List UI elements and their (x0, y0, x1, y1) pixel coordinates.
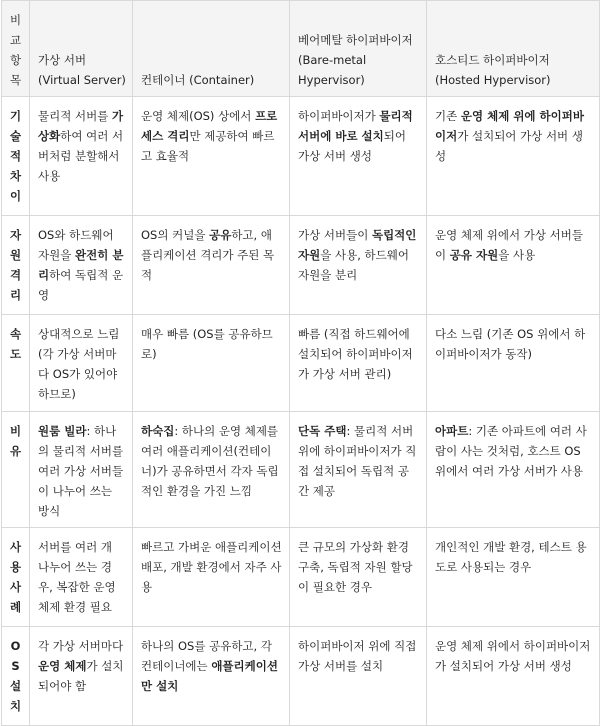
header-corner (2, 1, 30, 97)
cell-text: : 기존 아파트에 여러 사람이 사는 것처럼, 호스트 OS 위에서 여러 가상 서버가 사용 (435, 424, 587, 478)
cell-hosted (427, 412, 600, 528)
cell-text: 하이퍼바이저가 (298, 109, 380, 123)
cell-hosted (427, 528, 600, 627)
cell-emphasis-text: 공유 자원 (449, 248, 499, 262)
row-header-label: 기술적차이 (9, 109, 22, 203)
row-header-label: 자원격리 (9, 228, 22, 302)
row-header-label: 비유 (9, 424, 22, 458)
cell-text: 매우 빠름 (OS를 공유하므로) (141, 327, 273, 361)
cell-text: 하나의 OS를 공유하고, 각 컨테이너에는 (141, 639, 272, 673)
header-container (133, 1, 290, 97)
cell-bare-metal (290, 528, 427, 627)
cell-text: 되어 가상 서버 생성 (298, 129, 406, 163)
cell-emphasis-text: 가상화 (38, 109, 124, 143)
row-header-label: 속도 (9, 327, 22, 361)
cell-container (133, 528, 290, 627)
cell-text: 하고, 애플리케이션 격리가 주된 목적 (141, 228, 275, 282)
cell-text: : 하나의 운영 체제를 여러 애플리케이션(컨테이너)가 공유하면서 각자 독립적인 환경을 가진 느낌 (141, 424, 279, 498)
cell-text: 운영 체제 위에서 하이퍼바이저가 설치되어 가상 서버 생성 (435, 639, 591, 673)
comparison-table (1, 0, 600, 726)
cell-emphasis-text: 공유 (209, 228, 232, 242)
table-row (2, 97, 600, 216)
header-label: 베어메탈 하이퍼바이저 (Bare-metal Hypervisor) (298, 33, 413, 87)
row-header (2, 412, 30, 528)
header-virtual-server (30, 1, 133, 97)
cell-text: 하여 독립적 운영 (38, 268, 124, 302)
cell-bare-metal (290, 627, 427, 726)
table-row (2, 412, 600, 528)
cell-emphasis-text: 아파트 (435, 424, 469, 438)
cell-text: 각 가상 서버마다 (38, 639, 124, 653)
header-label: 컨테이너 (Container) (141, 73, 255, 87)
cell-hosted (427, 315, 600, 412)
cell-bare-metal (290, 412, 427, 528)
cell-text: 빠름 (직접 하드웨어에 설치되어 하이퍼바이저가 가상 서버 관리) (298, 327, 413, 381)
cell-text: 을 사용, 하드웨어 자원을 분리 (298, 248, 409, 282)
cell-hosted (427, 627, 600, 726)
cell-text: 빠르고 가벼운 애플리케이션 배포, 개발 환경에서 자주 사용 (141, 540, 282, 594)
cell-emphasis-text: 하숙집 (141, 424, 175, 438)
header-label: 가상 서버 (Virtual Server) (38, 53, 126, 87)
row-header-label: 사용사례 (9, 540, 22, 614)
cell-text: 운영 체제(OS) 상에서 (141, 109, 256, 123)
cell-text: 다소 느림 (기존 OS 위에서 하이퍼바이저가 동작) (435, 327, 586, 361)
cell-bare-metal (290, 216, 427, 315)
table-row (2, 216, 600, 315)
cell-text: OS의 커널을 (141, 228, 210, 242)
cell-text: : 물리적 서버 위에 하이퍼바이저가 직접 설치되어 독립적 공간 제공 (298, 424, 417, 498)
header-corner-label: 비교항목 (10, 13, 22, 87)
cell-virtual-server (30, 97, 133, 216)
header-label: 호스티드 하이퍼바이저 (Hosted Hypervisor) (435, 53, 551, 87)
cell-emphasis-text: 애플리케이션만 설치 (141, 659, 278, 693)
cell-text: 가 설치되어야 함 (38, 659, 124, 693)
row-header (2, 528, 30, 627)
cell-bare-metal (290, 97, 427, 216)
cell-emphasis-text: 운영 체제 위에 하이퍼바이저 (435, 109, 584, 143)
cell-text: 물리적 서버를 (38, 109, 112, 123)
cell-container (133, 627, 290, 726)
cell-virtual-server (30, 216, 133, 315)
cell-bare-metal (290, 315, 427, 412)
cell-emphasis-text: 단독 주택 (298, 424, 347, 438)
cell-virtual-server (30, 627, 133, 726)
table-row (2, 315, 600, 412)
row-header-label: OS설치 (9, 639, 22, 713)
cell-text: 운영 체제 위에서 가상 서버들이 (435, 228, 583, 262)
row-header (2, 216, 30, 315)
cell-emphasis-text: 물리적 서버에 바로 설치 (298, 109, 413, 143)
cell-container (133, 97, 290, 216)
cell-virtual-server (30, 315, 133, 412)
cell-text: 상대적으로 느림 (각 가상 서버마다 OS가 있어야 하므로) (38, 327, 120, 401)
cell-emphasis-text: 운영 체제 (38, 659, 87, 673)
row-header (2, 627, 30, 726)
cell-text: 큰 규모의 가상화 환경 구축, 독립적 자원 할당이 필요한 경우 (298, 540, 413, 594)
header-row (2, 1, 600, 97)
cell-emphasis-text: 독립적인 자원 (298, 228, 417, 262)
cell-text: : 하나의 물리적 서버를 여러 가상 서버들이 나누어 쓰는 방식 (38, 424, 124, 518)
row-header (2, 315, 30, 412)
cell-text: 하여 여러 서버처럼 분할해서 사용 (38, 129, 124, 183)
cell-text: 가상 서버들이 (298, 228, 372, 242)
cell-hosted (427, 216, 600, 315)
header-bare-metal (290, 1, 427, 97)
cell-virtual-server (30, 528, 133, 627)
cell-emphasis-text: 완전히 분리 (38, 248, 124, 282)
table-row (2, 528, 600, 627)
cell-text: 만 제공하여 빠르고 효율적 (141, 129, 275, 163)
header-hosted (427, 1, 600, 97)
cell-text: 개인적인 개발 환경, 테스트 용도로 사용되는 경우 (435, 540, 587, 574)
table-row (2, 627, 600, 726)
cell-text: 기존 (435, 109, 461, 123)
cell-text: OS와 하드웨어 자원을 (38, 228, 114, 262)
cell-virtual-server (30, 412, 133, 528)
cell-text: 가 설치되어 가상 서버 생성 (435, 129, 583, 163)
cell-text: 서버를 여러 개 나누어 쓰는 경우, 복잡한 운영 체제 환경 필요 (38, 540, 116, 614)
cell-emphasis-text: 프로세스 격리 (141, 109, 278, 143)
cell-text: 을 사용 (498, 248, 536, 262)
cell-hosted (427, 97, 600, 216)
cell-container (133, 412, 290, 528)
cell-container (133, 315, 290, 412)
cell-container (133, 216, 290, 315)
cell-text: 하이퍼바이저 위에 직접 가상 서버를 설치 (298, 639, 417, 673)
cell-emphasis-text: 원룸 빌라 (38, 424, 87, 438)
row-header (2, 97, 30, 216)
